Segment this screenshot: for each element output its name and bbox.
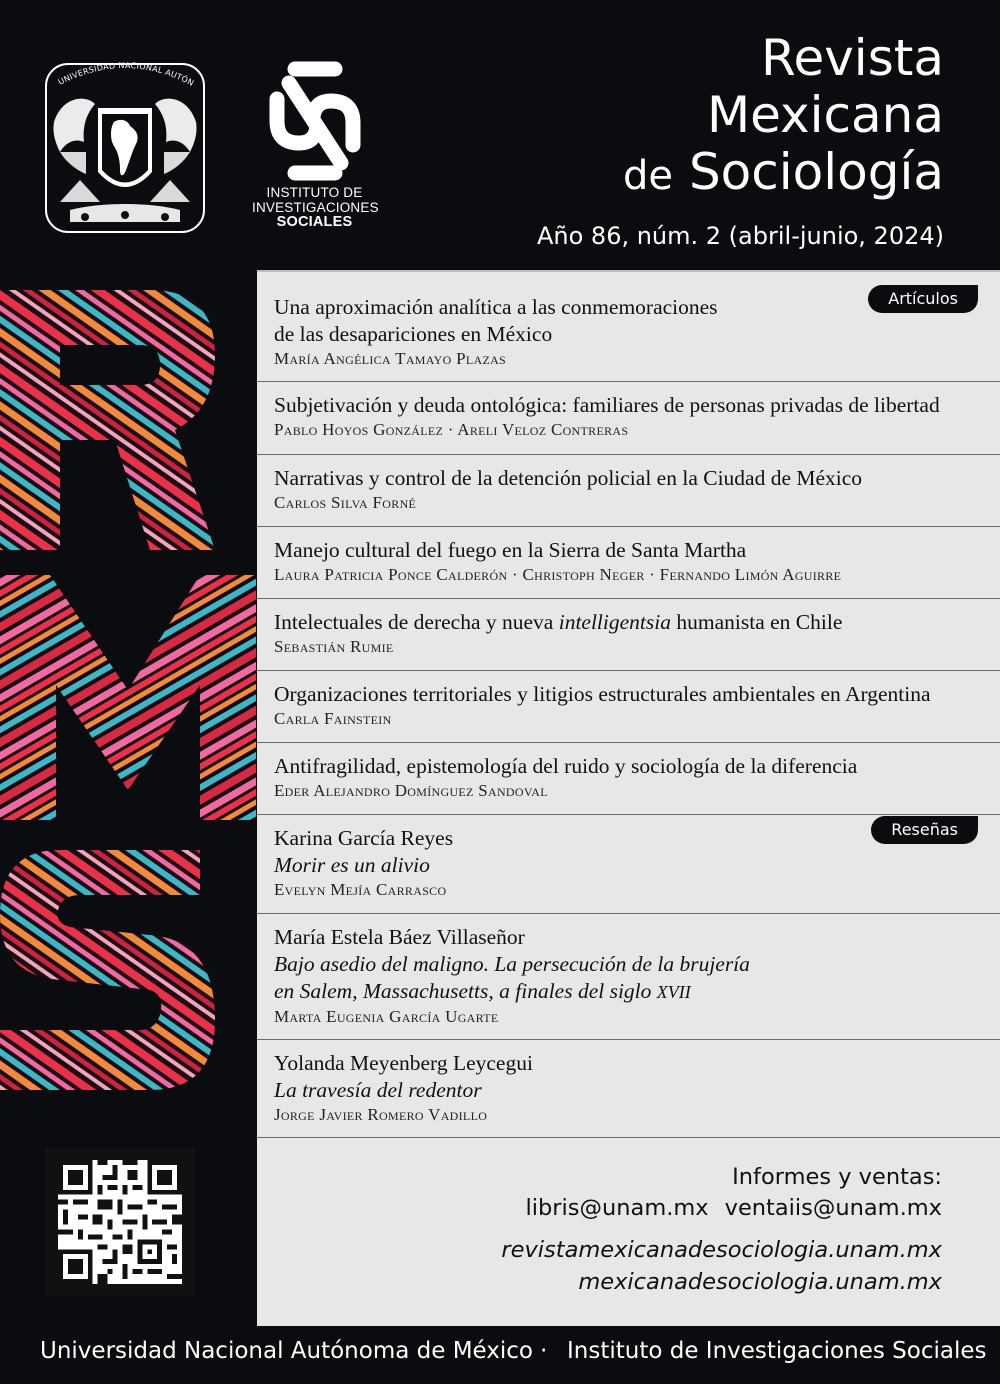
journal-title-line3	[623, 144, 944, 205]
contact-emails	[501, 1193, 942, 1224]
review-book-title-part: en Salem, Massachusetts, a finales del siglo	[274, 979, 652, 1003]
review-book-title: Morir es un alivio	[274, 853, 430, 877]
footer-separator: ·	[540, 1338, 548, 1364]
article-authors: María Angélica Tamayo Plazas	[274, 349, 507, 368]
article-authors: Pablo Hoyos González · Areli Veloz Contreras	[274, 420, 629, 439]
review-book-author: María Estela Báez Villaseñor	[274, 925, 525, 949]
article-authors: Laura Patricia Ponce Calderón · Christoph Neger · Fernando Limón Aguirre	[274, 565, 842, 584]
article-title: Subjetivación y deuda ontológica: familiares de personas privadas de libertad	[274, 393, 940, 417]
review-book-title: Bajo asedio del maligno. La persecución de la brujería	[274, 952, 750, 976]
journal-title-line2: Mexicana	[707, 86, 944, 144]
review-book-author: Yolanda Meyenberg Leycegui	[274, 1051, 533, 1075]
article-authors: Carlos Silva Forné	[274, 493, 417, 512]
contact-info	[501, 1162, 942, 1298]
review-entry	[257, 815, 1000, 914]
article-entry	[257, 270, 1000, 382]
review-book-title-century: XVII	[656, 982, 691, 1002]
journal-title-line1: Revista	[760, 29, 944, 87]
review-reviewer: Evelyn Mejía Carrasco	[274, 880, 447, 899]
unam-seal-logo	[40, 52, 210, 240]
journal-title-de: de	[623, 153, 674, 199]
section-label-resenas: Reseñas	[871, 816, 978, 844]
issue-info: Año 86, núm. 2 (abril-junio, 2024)	[536, 222, 944, 250]
contact-gap	[501, 1224, 942, 1234]
article-title-part: Intelectuales de derecha y nueva	[274, 610, 559, 634]
article-entry	[257, 671, 1000, 743]
section-label-articulos: Artículos	[868, 285, 978, 313]
article-entry	[257, 743, 1000, 815]
iis-logo	[252, 55, 377, 243]
article-title: Una aproximación analítica a las conmemoraciones	[274, 295, 718, 319]
article-authors: Sebastián Rumie	[274, 637, 394, 656]
article-entry	[257, 382, 1000, 455]
review-reviewer: Marta Eugenia García Ugarte	[274, 1007, 499, 1026]
review-book-title: La travesía del redentor	[274, 1078, 482, 1102]
article-title: de las desapariciones en México	[274, 322, 553, 346]
article-entry	[257, 527, 1000, 599]
journal-title	[623, 30, 944, 205]
article-title: Organizaciones territoriales y litigios estructurales ambientales en Argentina	[274, 682, 931, 706]
svg-text:UNIVERSIDAD NACIONAL AUTÓNOMA	[40, 52, 195, 88]
article-title: Narrativas y control de la detención policial en la Ciudad de México	[274, 466, 863, 490]
qr-code[interactable]	[45, 1148, 195, 1296]
rms-letters-art	[0, 290, 256, 1090]
website-link-2[interactable]: mexicanadesociologia.unam.mx	[578, 1269, 942, 1295]
article-title-italic: intelligentsia	[558, 610, 671, 634]
iis-logo-line2: INVESTIGACIONES	[252, 200, 379, 215]
email-libris-link[interactable]: libris@unam.mx	[525, 1195, 709, 1221]
iis-symbol-icon	[255, 55, 375, 185]
article-entry	[257, 599, 1000, 671]
review-book-title	[274, 978, 980, 1006]
article-title	[274, 609, 980, 636]
iis-logo-line3: SOCIALES	[276, 214, 353, 230]
review-reviewer: Jorge Javier Romero Vadillo	[274, 1105, 488, 1124]
qr-code-icon	[57, 1160, 183, 1284]
article-entry	[257, 455, 1000, 527]
article-title: Antifragilidad, epistemología del ruido y sociología de la diferencia	[274, 754, 858, 778]
article-title: Manejo cultural del fuego en la Sierra de Santa Martha	[274, 538, 747, 562]
email-ventaiis-link[interactable]: ventaiis@unam.mx	[724, 1195, 942, 1221]
footer-university: Universidad Nacional Autónoma de México	[40, 1338, 534, 1364]
review-book-author: Karina García Reyes	[274, 826, 454, 850]
contact-label: Informes y ventas:	[732, 1164, 942, 1190]
article-title-part: humanista en Chile	[671, 610, 843, 634]
article-authors: Eder Alejandro Domínguez Sandoval	[274, 781, 548, 800]
website-link-1[interactable]: revistamexicanadesociologia.unam.mx	[501, 1237, 942, 1263]
journal-title-sociologia: Sociología	[688, 143, 944, 201]
review-entry	[257, 914, 1000, 1040]
footer	[0, 1326, 1000, 1384]
footer-institute: Instituto de Investigaciones Sociales	[567, 1338, 987, 1364]
review-entry	[257, 1040, 1000, 1138]
iis-logo-line1: INSTITUTO DE	[266, 185, 363, 200]
article-authors: Carla Fainstein	[274, 709, 392, 728]
seal-ring-text: UNIVERSIDAD NACIONAL AUTÓN	[56, 60, 196, 88]
